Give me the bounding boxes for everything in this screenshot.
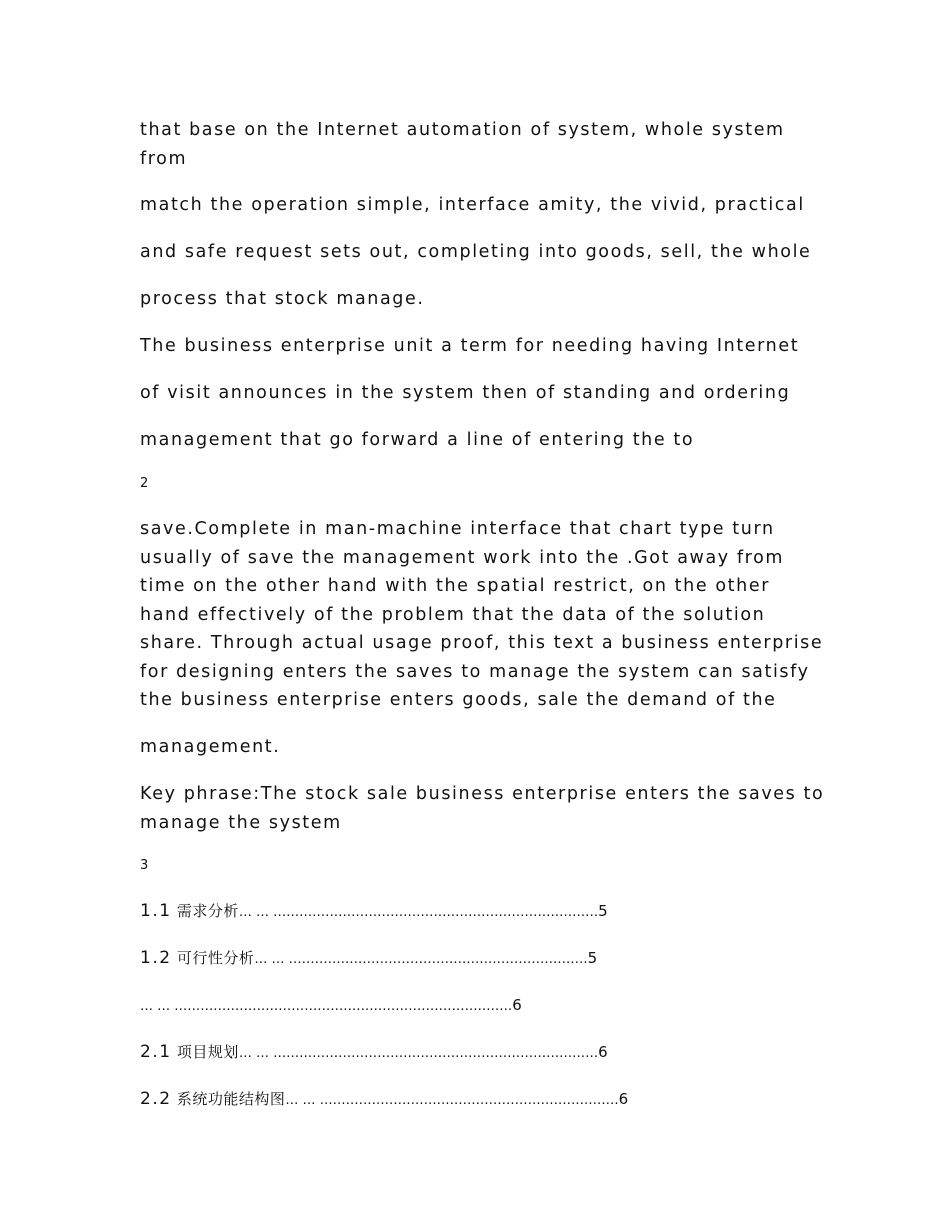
toc-entry[interactable] (140, 1087, 629, 1113)
paragraph-intro (140, 116, 830, 173)
text-line: time on the other hand with the spatial restrict, on the other (140, 576, 770, 596)
text-line: share. Through actual usage proof, this text a business enterprise (140, 633, 824, 653)
page-number: 2 (140, 476, 149, 491)
text-line: of visit announces in the system then of standing and ordering (140, 383, 791, 403)
text-line: hand effectively of the problem that the data of the solution (140, 604, 766, 625)
toc-page: 6 (618, 1090, 629, 1108)
toc-leader: … … …………………………………………………………… (254, 952, 588, 967)
toc-entry[interactable] (140, 946, 598, 972)
key-phrase (140, 780, 830, 837)
text-line: for designing enters the saves to manage the system can satisfy (140, 661, 810, 682)
toc-number: 1.1 (140, 901, 172, 921)
toc-page: 6 (512, 996, 523, 1014)
toc-leader: … … …………………………………………………………………… (140, 999, 513, 1014)
paragraph-save (140, 515, 830, 715)
text-line: Key phrase:The stock sale business enterprise enters the saves to (140, 784, 825, 804)
toc-leader: … … ………………………………………………………………… (238, 1046, 599, 1061)
page-number: 3 (140, 858, 149, 873)
toc-number: 1.2 (140, 948, 172, 968)
text-line: The business enterprise unit a term for needing having Internet (140, 336, 800, 356)
text-line: and safe request sets out, completing into goods, sell, the whole (140, 242, 812, 262)
text-line: manage the system (140, 812, 342, 833)
toc-number: 2.2 (140, 1089, 172, 1109)
toc-title: 系统功能结构图 (176, 1090, 286, 1108)
text-line: the business enterprise enters goods, sale the demand of the (140, 690, 777, 710)
toc-entry[interactable] (140, 899, 608, 925)
toc-leader: … … ………………………………………………………………… (238, 905, 599, 920)
text-line: match the operation simple, interface amity, the vivid, practical (140, 195, 805, 215)
toc-page: 6 (598, 1043, 609, 1061)
text-line: management. (140, 737, 281, 757)
text-line: that base on the Internet automation of system, whole system (140, 120, 785, 140)
toc-entry[interactable] (140, 993, 522, 1019)
toc-page: 5 (587, 949, 598, 967)
text-line: usually of save the management work into the .Got away from (140, 547, 785, 568)
toc-title: 项目规划 (176, 1043, 239, 1061)
text-line: process that stock manage. (140, 289, 425, 309)
toc-number: 2.1 (140, 1042, 172, 1062)
toc-entry[interactable] (140, 1040, 608, 1066)
toc-page: 5 (598, 902, 609, 920)
toc-leader: … … …………………………………………………………… (285, 1093, 619, 1108)
text-line: from (140, 148, 188, 169)
toc-title: 需求分析 (176, 902, 239, 920)
text-line: save.Complete in man-machine interface that chart type turn (140, 519, 775, 539)
text-line: management that go forward a line of entering the to (140, 430, 695, 450)
toc-title: 可行性分析 (176, 949, 255, 967)
